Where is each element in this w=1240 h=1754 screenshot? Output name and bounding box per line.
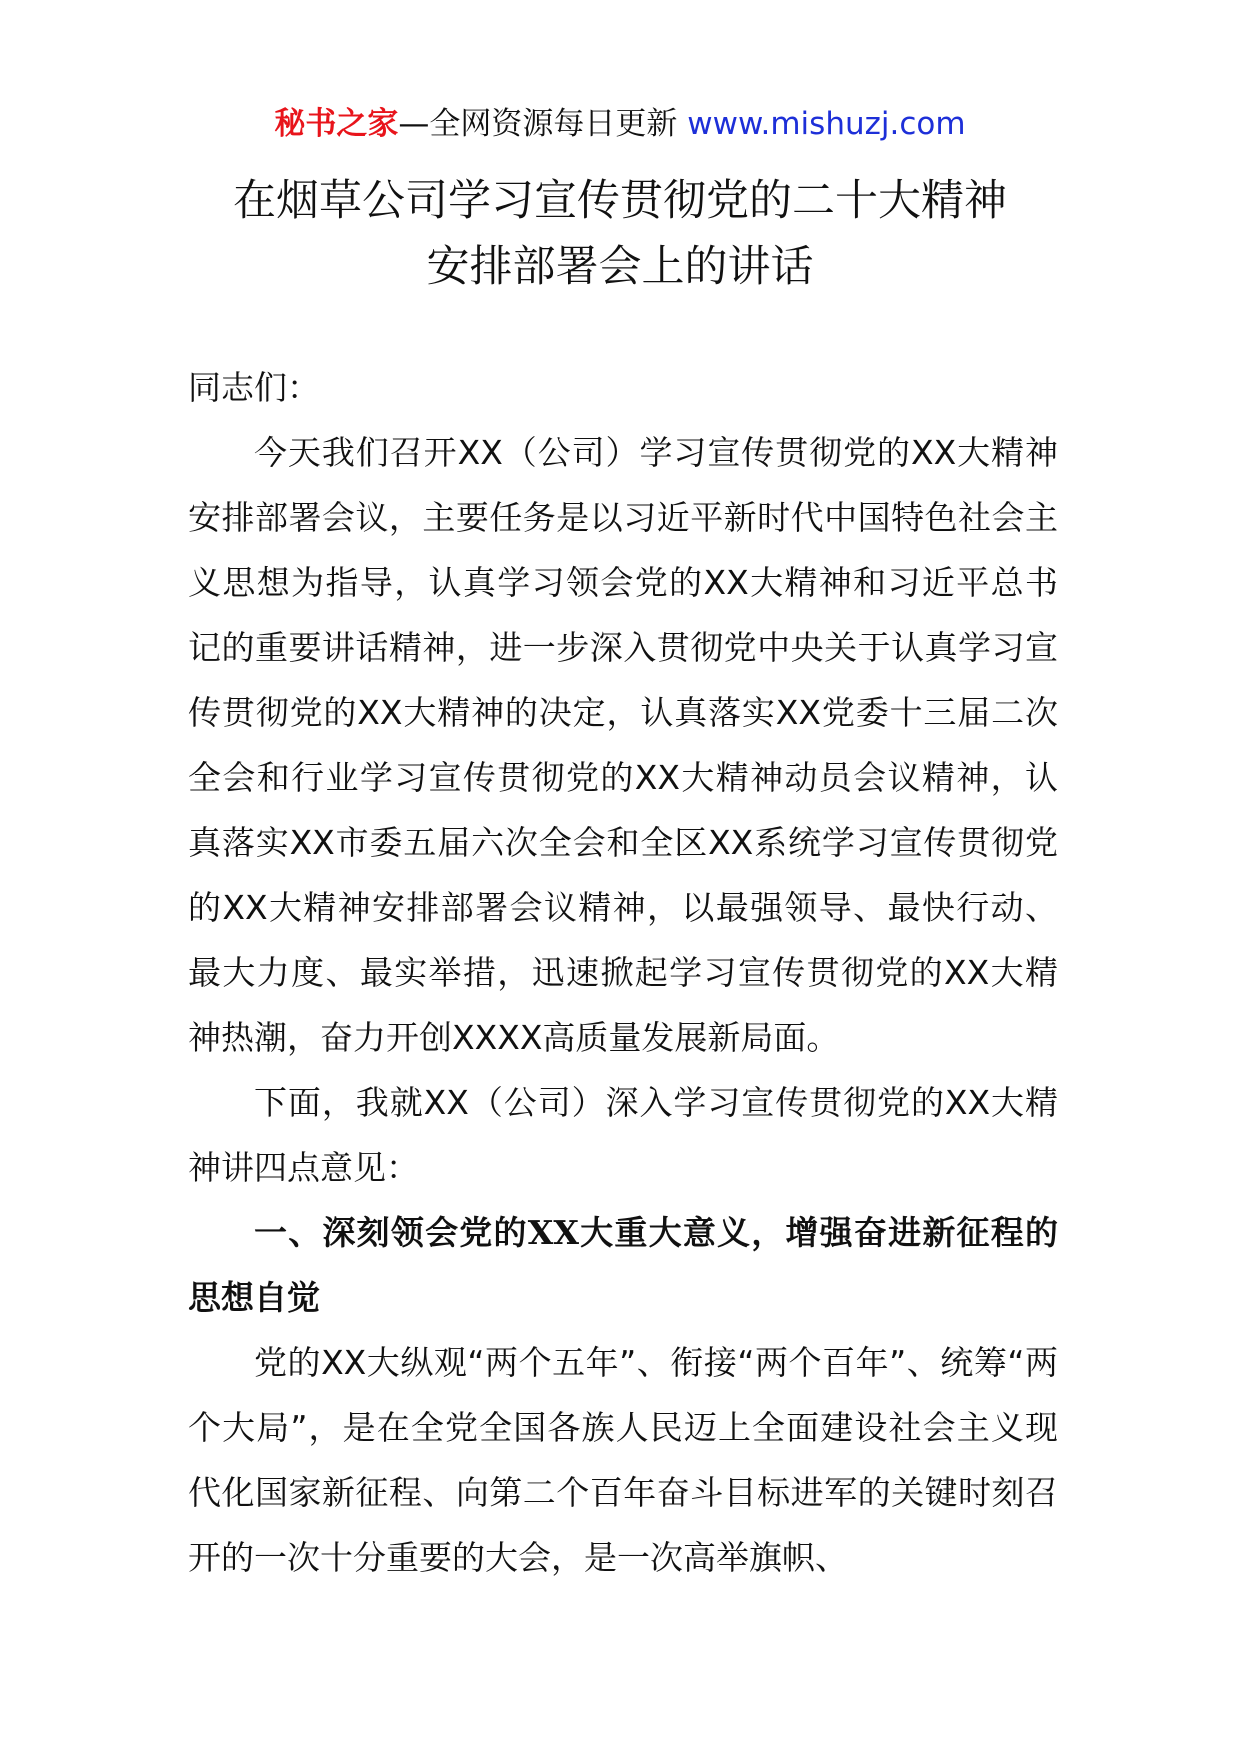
document-body <box>188 355 1058 1590</box>
paragraph-intro: 今天我们召开XX（公司）学习宣传贯彻党的XX大精神安排部署会议，主要任务是以习近平新时代中国特色社会主义思想为指导，认真学习领会党的XX大精神和习近平总书记的重要讲话精神，进一步深入贯彻党中央关于认真学习宣传贯彻党的XX大精神的决定，认真落实XX党委十三届二次全会和行业学习宣传贯彻党的XX大精神动员会议精神，认真落实XX市委五届六次全会和全区XX系统学习宣传贯彻党的XX大精神安排部署会议精神，以最强领导、最快行动、最大力度、最实举措，迅速掀起学习宣传贯彻党的XX大精神热潮，奋力开创XXXX高质量发展新局面。 <box>188 433 1058 1057</box>
section-1-paragraph: 党的XX大纵观“两个五年”、衔接“两个百年”、统筹“两个大局”，是在全党全国各族人民迈上全面建设社会主义现代化国家新征程、向第二个百年奋斗目标进军的关键时刻召开的一次十分重要的大会，是一次高举旗帜、 <box>188 1343 1058 1577</box>
watermark-brand: 秘书之家 <box>274 106 399 142</box>
salutation: 同志们： <box>188 368 320 407</box>
watermark-url[interactable]: www.mishuzj.com <box>687 106 966 142</box>
title-line-1: 在烟草公司学习宣传贯彻党的二十大精神 <box>233 176 1007 226</box>
watermark-header <box>0 104 1240 144</box>
title-line-2: 安排部署会上的讲话 <box>426 242 814 292</box>
watermark-slogan: —全网资源每日更新 <box>398 106 688 142</box>
section-1-heading: 一、深刻领会党的XX大重大意义，增强奋进新征程的思想自觉 <box>188 1213 1058 1317</box>
paragraph-outline: 下面，我就XX（公司）深入学习宣传贯彻党的XX大精神讲四点意见： <box>188 1083 1058 1187</box>
document-title <box>0 168 1240 300</box>
